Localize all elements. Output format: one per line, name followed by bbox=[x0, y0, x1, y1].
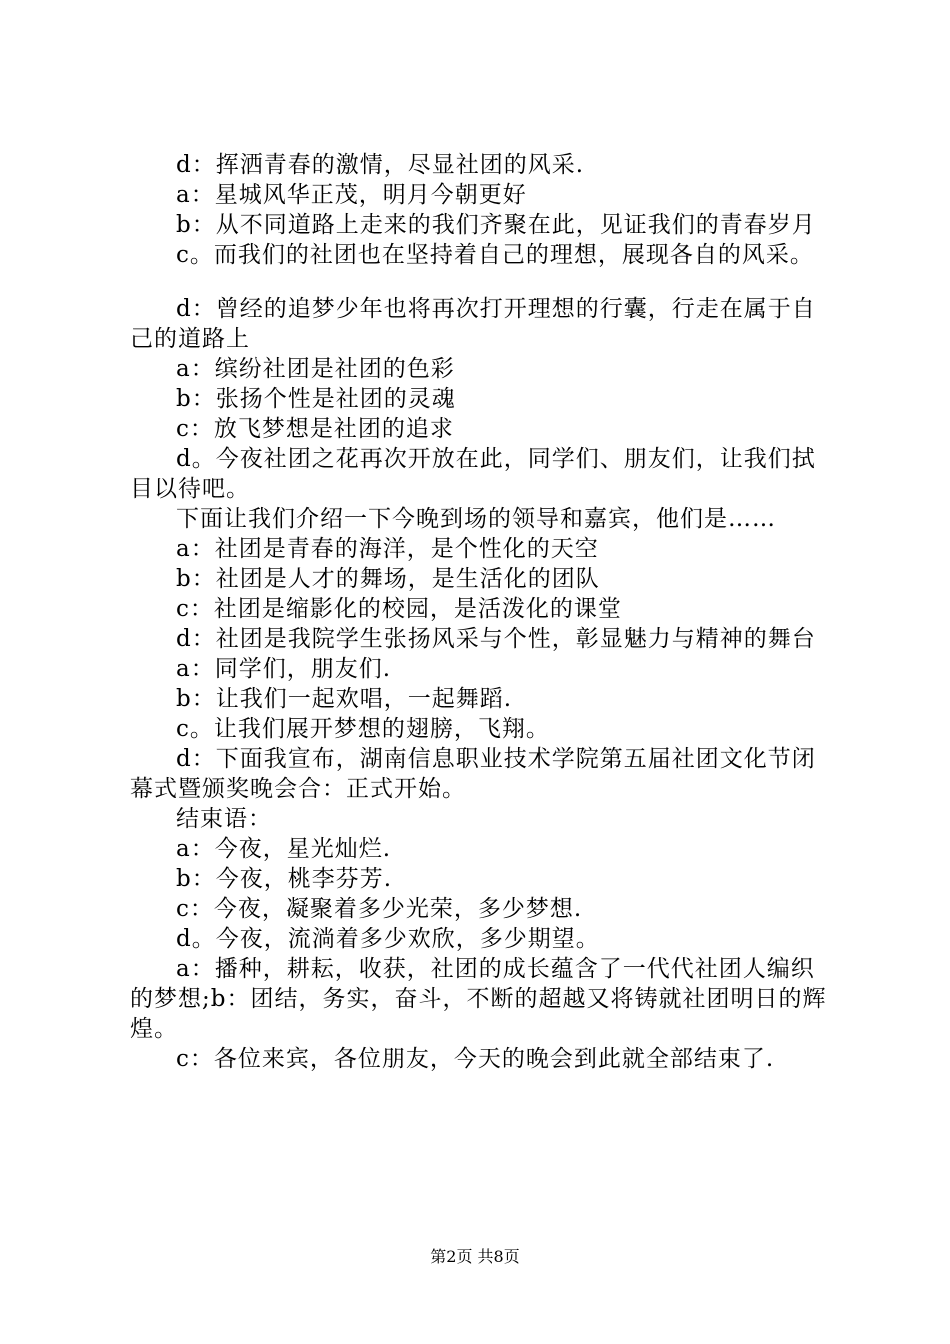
paragraph: d。今夜，流淌着多少欢欣，多少期望。 bbox=[176, 926, 600, 952]
document-body bbox=[130, 150, 830, 1074]
paragraph-gap bbox=[130, 270, 830, 294]
paragraph: c：放飞梦想是社团的追求 bbox=[176, 416, 454, 442]
paragraph: d：曾经的追梦少年也将再次打开理想的行囊，行走在属于自己的道路上 bbox=[130, 296, 816, 352]
paragraph: d：社团是我院学生张扬风采与个性，彰显魅力与精神的舞台 bbox=[176, 626, 816, 652]
paragraph: c。而我们的社团也在坚持着自己的理想，展现各自的风采。 bbox=[176, 242, 814, 268]
paragraph: d。今夜社团之花再次开放在此，同学们、朋友们，让我们拭目以待吧。 bbox=[130, 446, 816, 502]
paragraph: a：播种，耕耘，收获，社团的成长蕴含了一代代社团人编织的梦想;b：团结，务实，奋斗，不断的超越又将铸就社团明日的辉煌。 bbox=[130, 956, 827, 1042]
section-heading: 结束语： bbox=[176, 806, 272, 832]
paragraph: c：各位来宾，各位朋友，今天的晚会到此就全部结束了. bbox=[176, 1046, 775, 1072]
paragraph: d：下面我宣布，湖南信息职业技术学院第五届社团文化节闭幕式暨颁奖晚会合：正式开始。 bbox=[130, 746, 816, 802]
paragraph: b：今夜，桃李芬芳. bbox=[176, 866, 393, 892]
paragraph: a：同学们，朋友们. bbox=[176, 656, 392, 682]
paragraph: a：社团是青春的海洋，是个性化的天空 bbox=[176, 536, 599, 562]
paragraph: b：让我们一起欢唱，一起舞蹈. bbox=[176, 686, 513, 712]
paragraph: 下面让我们介绍一下今晚到场的领导和嘉宾，他们是…… bbox=[176, 506, 776, 532]
paragraph: c。让我们展开梦想的翅膀，飞翔。 bbox=[176, 716, 550, 742]
paragraph: b：张扬个性是社团的灵魂 bbox=[176, 386, 456, 412]
paragraph: d：挥洒青春的激情，尽显社团的风采. bbox=[176, 152, 585, 178]
paragraph: a：今夜，星光灿烂. bbox=[176, 836, 392, 862]
paragraph: c：社团是缩影化的校园，是活泼化的课堂 bbox=[176, 596, 622, 622]
paragraph: c：今夜，凝聚着多少光荣，多少梦想. bbox=[176, 896, 583, 922]
page-number-footer: 第2页 共8页 bbox=[430, 1247, 520, 1266]
paragraph: b：从不同道路上走来的我们齐聚在此，见证我们的青春岁月 bbox=[176, 212, 816, 238]
paragraph: b：社团是人才的舞场，是生活化的团队 bbox=[176, 566, 600, 592]
paragraph: a：缤纷社团是社团的色彩 bbox=[176, 356, 455, 382]
paragraph: a：星城风华正茂，明月今朝更好 bbox=[176, 182, 527, 208]
